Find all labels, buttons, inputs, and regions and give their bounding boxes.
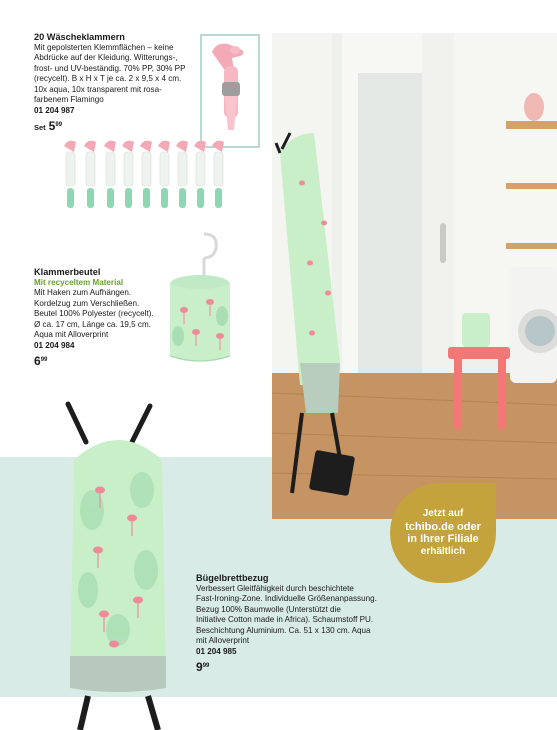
badge-line: in Ihrer Filiale: [407, 533, 479, 545]
product-desc-line: Abdrücke auf der Kleidung. Witterungs-,: [34, 53, 178, 63]
price-main: 6: [34, 353, 41, 368]
product-subtitle: Mit recyceltem Material: [34, 278, 124, 287]
article-number: 01 204 985: [196, 647, 237, 657]
laundry-room-photo: [272, 33, 557, 519]
product-desc-line: (recycelt). B x H x T je ca. 2 x 9,5 x 4 cm.: [34, 74, 182, 84]
badge-line: erhältlich: [420, 545, 466, 557]
product-desc-line: Bezug 100% Baumwolle (Unterstützt die: [196, 604, 341, 614]
product-desc-line: Beutel 100% Polyester (recycelt).: [34, 309, 154, 319]
product-desc-line: Ø ca. 17 cm, Länge ca. 19,5 cm.: [34, 319, 151, 329]
price-cents: 99: [202, 662, 210, 669]
product-desc-line: farbenem Flamingo: [34, 95, 104, 105]
product-ironing-board-cover: [196, 572, 406, 674]
product-desc-line: Fast-Ironing-Zone. Individuelle Größenanpassung.: [196, 594, 377, 604]
price: [196, 660, 406, 674]
price-prefix: Set: [34, 122, 46, 132]
availability-badge: [390, 483, 496, 583]
product-desc-line: Initiative Cotton made in Africa). Schaumstoff PU.: [196, 615, 374, 625]
product-desc-line: Aqua mit Alloverprint: [34, 330, 109, 340]
ironing-board-photo: [58, 400, 178, 730]
product-peg-bag: [34, 266, 174, 368]
clothespin-detail-photo: [200, 34, 260, 148]
product-title: Bügelbrettbezug: [196, 573, 269, 583]
product-title: 20 Wäscheklammern: [34, 32, 125, 42]
price-main: 5: [48, 118, 56, 133]
price: [34, 119, 204, 135]
price: [34, 354, 174, 368]
product-desc-line: 10x aqua, 10x transparent mit rosa-: [34, 84, 162, 94]
price-cents: 99: [55, 121, 63, 128]
peg-bag-photo: [160, 232, 242, 374]
product-desc-line: Verbessert Gleitfähigkeit durch beschichtete: [196, 584, 354, 593]
price-cents: 99: [40, 356, 48, 363]
clothespins-row-photo: [62, 138, 232, 214]
product-desc-line: Mit gepolsterten Klemmflächen – keine: [34, 43, 174, 52]
price-main: 9: [196, 659, 203, 674]
product-clothespins: [34, 31, 204, 135]
badge-line: tchibo.de oder: [405, 520, 481, 533]
product-desc-line: mit Alloverprint: [196, 636, 250, 646]
product-desc-line: Kordelzug zum Verschließen.: [34, 298, 140, 308]
product-title: Klammerbeutel: [34, 267, 101, 277]
article-number: 01 204 987: [34, 106, 75, 116]
product-desc-line: frost- und UV-beständig. 70% PP, 30% PP: [34, 63, 186, 73]
product-desc-line: Mit Haken zum Aufhängen.: [34, 288, 132, 298]
product-desc-line: Beschichtung Aluminium. Ca. 51 x 130 cm. Aqua: [196, 625, 371, 635]
badge-line: Jetzt auf: [422, 508, 464, 519]
article-number: 01 204 984: [34, 341, 75, 351]
